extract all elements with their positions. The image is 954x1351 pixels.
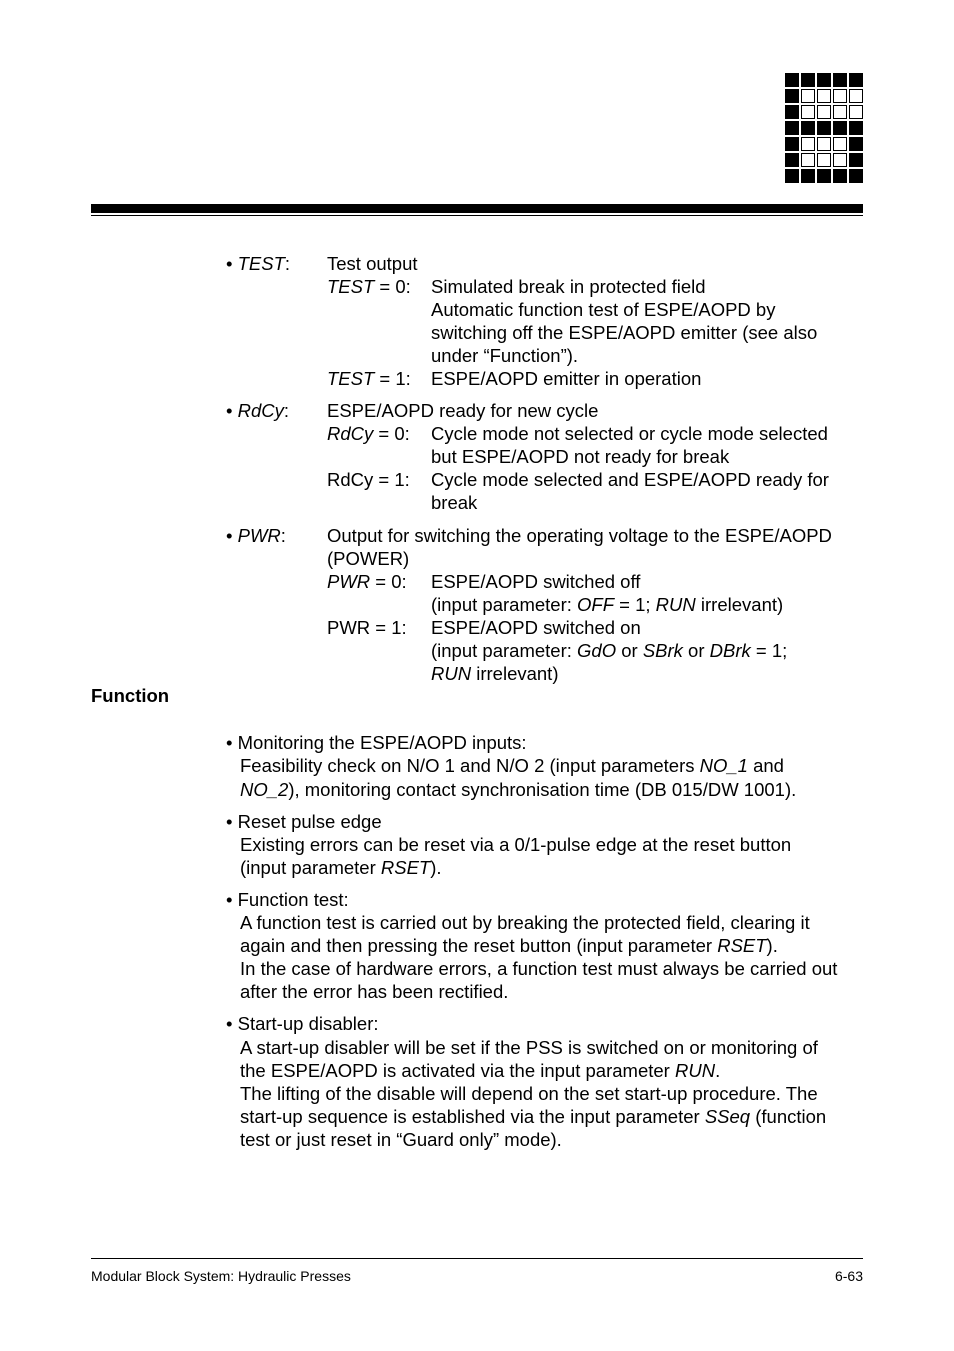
pwr-v0-param: (input parameter: OFF = 1; RUN irrelevant) <box>431 594 784 615</box>
header-rule-thin <box>91 215 863 216</box>
test-desc: Test output <box>327 253 418 274</box>
startup-text: The lifting of the disable will depend on the set start-up procedure. The <box>240 1083 818 1104</box>
header-rule-thick <box>91 204 863 213</box>
test-v0: TEST = 0: <box>327 276 411 297</box>
test-v0-line: Simulated break in protected field <box>431 276 706 297</box>
reset-text: (input parameter RSET). <box>240 857 442 878</box>
rdcy-v1-line: break <box>431 492 478 513</box>
page-number: 6-63 <box>834 1268 863 1284</box>
test-v1: TEST = 1: <box>327 368 411 389</box>
pwr-desc: Output for switching the operating voltage to the ESPE/AOPD <box>327 525 832 546</box>
monitoring-text: NO_2), monitoring contact synchronisation time (DB 015/DW 1001). <box>240 779 797 800</box>
footer-rule <box>91 1258 863 1259</box>
rdcy-v0-line: but ESPE/AOPD not ready for break <box>431 446 730 467</box>
bullet-pwr: • PWR: <box>226 525 286 546</box>
pwr-v1-param: RUN irrelevant) <box>431 663 559 684</box>
bullet-monitoring: • Monitoring the ESPE/AOPD inputs: <box>226 732 527 753</box>
bullet-test: • TEST: <box>226 253 291 274</box>
test-v0-line: switching off the ESPE/AOPD emitter (see also <box>431 322 818 343</box>
section-heading: Function <box>91 685 170 706</box>
rdcy-v0-line: Cycle mode not selected or cycle mode selected <box>431 423 828 444</box>
rdcy-desc: ESPE/AOPD ready for new cycle <box>327 400 599 421</box>
pwr-v0-text: ESPE/AOPD switched off <box>431 571 641 592</box>
pwr-v0: PWR = 0: <box>327 571 407 592</box>
rdcy-v0: RdCy = 0: <box>327 423 410 444</box>
rdcy-v1-line: Cycle mode selected and ESPE/AOPD ready for <box>431 469 829 490</box>
function-test-text: In the case of hardware errors, a function test must always be carried out <box>240 958 838 979</box>
pwr-v1: PWR = 1: <box>327 617 407 638</box>
startup-text: test or just reset in “Guard only” mode). <box>240 1129 562 1150</box>
logo-grid-icon <box>785 73 865 183</box>
bullet-reset: • Reset pulse edge <box>226 811 382 832</box>
rdcy-v1: RdCy = 1: <box>327 469 410 490</box>
startup-text: start-up sequence is established via the input parameter SSeq (function <box>240 1106 827 1127</box>
pwr-v1-text: ESPE/AOPD switched on <box>431 617 641 638</box>
monitoring-text: Feasibility check on N/O 1 and N/O 2 (input parameters NO_1 and <box>240 755 784 776</box>
bullet-function-test: • Function test: <box>226 889 349 910</box>
bullet-startup: • Start-up disabler: <box>226 1013 379 1034</box>
function-test-text: after the error has been rectified. <box>240 981 509 1002</box>
pwr-v1-param: (input parameter: GdO or SBrk or DBrk = 1; <box>431 640 788 661</box>
footer-title: Modular Block System: Hydraulic Presses <box>91 1268 351 1284</box>
reset-text: Existing errors can be reset via a 0/1-pulse edge at the reset button <box>240 834 792 855</box>
function-test-text: A function test is carried out by breaking the protected field, clearing it <box>240 912 810 933</box>
startup-text: the ESPE/AOPD is activated via the input parameter RUN. <box>240 1060 721 1081</box>
test-v0-line: Automatic function test of ESPE/AOPD by <box>431 299 776 320</box>
startup-text: A start-up disabler will be set if the PSS is switched on or monitoring of <box>240 1037 818 1058</box>
bullet-rdcy: • RdCy: <box>226 400 290 421</box>
test-v0-line: under “Function”). <box>431 345 579 366</box>
test-v1-text: ESPE/AOPD emitter in operation <box>431 368 702 389</box>
function-test-text: again and then pressing the reset button (input parameter RSET). <box>240 935 778 956</box>
pwr-desc: (POWER) <box>327 548 410 569</box>
